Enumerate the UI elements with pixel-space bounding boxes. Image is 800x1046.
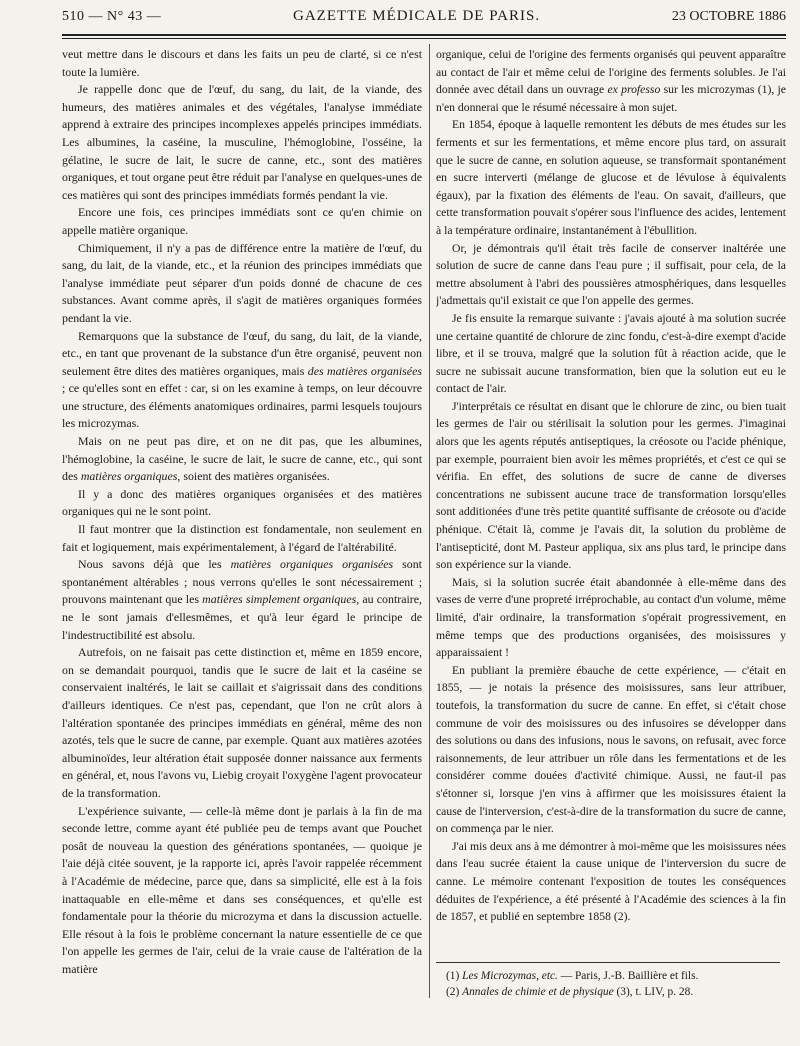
paragraph: Mais, si la solution sucrée était abandonnée à elle-même dans des vases de verre d'une propreté irréprochable, au contact d'un volume, même limité, d'air ordinaire, la transformation s'opérait progressivement, en même temps que des productions organisées, des moisissures y apparaissaient !	[436, 575, 786, 660]
text-run: Remarquons que la substance de l'œuf, du sang, du lait, de la viande, etc., en tant que provenant de la substance d'un être organisé, peuvent non seulement être dites des matières organiques, mais	[62, 328, 422, 378]
footnote-rule	[436, 962, 780, 963]
text-run: organique, celui de l'origine des ferments organisés qui peuvent apparaître au contact de l'air et même celui de l'origine des ferments solubles. Je l'ai donnée avec détail dans un ouvrage	[436, 48, 786, 97]
text-run: ; ce qu'elles sont en effet : car, si on les examine à temps, on leur découvre une structure, des éléments anatomiques ordinaires, parmi lesquels toujours les microzymas.	[62, 381, 422, 431]
column-divider	[429, 44, 430, 998]
text-run: , au contraire, ne le sont jamais d'ellesmêmes, et qu'à leur égard le principe de l'indestructibilité est absolu.	[62, 592, 422, 642]
text-run: sur les microzymas (1), je n'en donnerai que le résumé nécessaire à mon sujet.	[436, 83, 786, 114]
paragraph: J'ai mis deux ans à me démontrer à moi-même que les moisissures nées dans l'eau sucrée étaient la cause unique de l'interversion du sucre de canne. Le mémoire contenant l'exposition de toutes les conséquences déduites de l'expérience, a été présenté à l'Académie des sciences à la fin de 1857, et publié en septembre 1858 (2).	[436, 839, 786, 924]
issue-date: 23 OCTOBRE 1886	[671, 9, 786, 24]
paragraph	[436, 46, 786, 116]
footnote-marker: (2)	[446, 986, 463, 998]
header-rule-thin	[62, 38, 786, 39]
emphasis: matières organiques	[80, 469, 178, 484]
paragraph: L'expérience suivante, — celle-là même dont je parlais à la fin de ma seconde lettre, comme ayant été publiée peu de temps avant que Pouchet posât de nouveau la question des générations spontanées, — quoique je l'aie déjà citée souvent, je la rapporte ici, après l'avoir rappelée récemment à l'Académie de médecine, parce que, dans sa simplicité, elle est à la fois inattaquable en elle-même et dans ses conséquences, et qu'elle est fondamentale pour la théorie du microzyma et dans la discussion actuelle. Elle résout à la fois le problème concernant la nature essentielle de ce que l'on appelle les germes de l'air, celui de la vraie cause de l'altération de la matière	[62, 803, 422, 976]
paragraph	[62, 556, 422, 644]
footnote-marker: (1)	[446, 970, 463, 982]
paragraph: Je fis ensuite la remarque suivante : j'avais ajouté à ma solution sucrée une certaine quantité de chlorure de zinc fondu, c'est-à-dire exempt d'acide libre, et il se trouva, malgré que la solution fût à réaction acide, que le sucre ne subissait aucune transformation, bien que la solution eut eu le contact de l'air.	[436, 311, 786, 396]
page-header	[62, 8, 786, 30]
footnote-title: Annales de chimie et de physique	[462, 986, 614, 998]
emphasis: matières organiques organisées	[230, 557, 394, 572]
footnote-title: Les Microzymas, etc.	[462, 970, 558, 982]
paragraph: En publiant la première ébauche de cette expérience, — c'était en 1855, — je notais la présence des moisissures, sans leur attribuer, toutefois, la transformation du sucre de canne. En effet, si c'était chose commune de voir des moisissures ou des infusoires se développer dans des solutions ou dans des infusions, nous le savons, on refusait, avec force raisonnements, de leur attribuer un rôle dans les fermentations et de les considérer comme douées d'activité chimique. Aussi, ne faut-il pas s'étonner si, lorsque j'en vins à affirmer que les moisissures étaient la cause de l'interversion, c'est-à-dire de la transformation du sucre de canne, on commença par le nier.	[436, 663, 786, 836]
paragraph: J'interprétais ce résultat en disant que le chlorure de zinc, ou bien tuait les germes de l'air ou stérilisait la solution pour les germes. J'imaginai alors que les agents réputés antiseptiques, la créosote ou l'acide phénique, par exemple, pourraient bien avoir les mêmes propriétés, et c'est ce qui se vérifia. En effet, des solutions de sucre de canne de diverses concentrations ne subissent aucune trace de transformation lorsqu'elles sont additionées d'une très petite quantité suffisante de créosote ou d'acide phénique. C'était là, comme je l'avais dit, la solution du problème de l'antisepticité, dont M. Pasteur appliqua, six ans plus tard, le principe dans son expérience sur la viande.	[436, 399, 786, 572]
footnotes	[436, 968, 786, 1000]
page-number: 510 — N° 43 —	[62, 9, 162, 24]
footnote-text: — Paris, J.-B. Baillière et fils.	[557, 970, 699, 982]
emphasis: des matières organisées	[307, 363, 422, 378]
paragraph: Autrefois, on ne faisait pas cette distinction et, même en 1859 encore, on se demandait pourquoi, tandis que le sucre de lait et la caséine se conservaient inaltérés, le lait se caillait et s'aigrissait dans des conditions d'ailleurs identiques. Ce n'est pas, cependant, que l'on ne crût alors à l'altération spontanée des principes immédiats en général, même des non azotés, tels que le sucre de canne, par exemple. Quant aux matières azotées albuminoïdes, leur altération était supposée donner naissance aux ferments en général, et, nous l'avons vu, Liebig croyait l'oxygène l'agent provocateur de la transformation.	[62, 645, 422, 800]
paragraph: Il y a donc des matières organiques organisées et des matières organiques qui ne le sont point.	[62, 486, 422, 519]
journal-title: GAZETTE MÉDICALE DE PARIS.	[293, 8, 541, 24]
paragraph: Encore une fois, ces principes immédiats sont ce qu'en chimie on appelle matière organique.	[62, 205, 422, 237]
paragraph	[62, 328, 422, 434]
paragraph: Je rappelle donc que de l'œuf, du sang, du lait, de la viande, des humeurs, des matières animales et des végétales, l'analyse immédiate apprend à extraire des principes incomplexes appelés principes immédiats. Les albumines, la caséine, la musculine, l'hémoglobine, l'osséine, la gélatine, le sucre de lait, le sucre de canne, etc., sont des matières organiques, et tout organe peut être réduit par l'analyse en quelques-unes de ces matières qui sont des principes immédiats formés pendant la vie.	[62, 82, 422, 202]
paragraph: Il faut montrer que la distinction est fondamentale, non seulement en fait et logiquement, mais expérimentalement, à l'égard de l'altérabilité.	[62, 522, 422, 554]
footnote-2	[436, 984, 786, 1000]
text-run: Mais on ne peut pas dire, et on ne dit pas, que les albumines, l'hémoglobine, la caséine, le sucre de lait, le sucre de canne, etc., qui sont des	[62, 434, 422, 484]
footnote-text: (3), t. LIV, p. 28.	[613, 986, 694, 998]
header-rule	[62, 34, 786, 36]
paragraph: En 1854, époque à laquelle remontent les débuts de mes études sur les ferments et sur les fermentations, et même encore plus tard, on assurait que le sucre de canne, en solution aqueuse, se transformait spontanément en sucre interverti (mélange de glucose et de lévulose à équivalents égaux), par la fixation des éléments de l'eau. On savait, d'ailleurs, que cette transformation pouvait s'opérer sous l'influence des acides, lentement à la température ordinaire, instantanément à l'ébullition.	[436, 118, 786, 237]
text-run: , soient des matières organisées.	[177, 469, 330, 484]
left-column	[62, 46, 422, 1032]
footnote-1	[436, 968, 786, 984]
emphasis: matières simplement organiques	[202, 592, 357, 607]
paragraph	[62, 433, 422, 486]
text-run: Nous savons déjà que les	[78, 557, 231, 572]
paragraph: veut mettre dans le discours et dans les faits un peu de clarté, si ce n'est toute la lumière.	[62, 47, 422, 79]
paragraph: Chimiquement, il n'y a pas de différence entre la matière de l'œuf, du sang, du lait, de la viande, etc., et la réunion des principes immédiats que l'analyse immédiate peut séparer d'un poids donné de chacune de ces substances. Avant comme après, il s'agit de matières organiques formées pendant la vie.	[62, 240, 422, 325]
emphasis: ex professo	[607, 83, 661, 97]
paragraph: Or, je démontrais qu'il était très facile de conserver inaltérée une solution de sucre de canne dans l'eau pure ; il suffisait, pour cela, de la mettre absolument à l'abri des poussières atmosphériques, dans lesquelles j'admettais qu'il existait ce que l'on appelle des germes.	[436, 241, 786, 308]
text-run: sont spontanément altérables ; nous verrons qu'elles le sont nécessairement ; prouvons maintenant que les	[62, 557, 422, 607]
right-column	[436, 46, 786, 1032]
